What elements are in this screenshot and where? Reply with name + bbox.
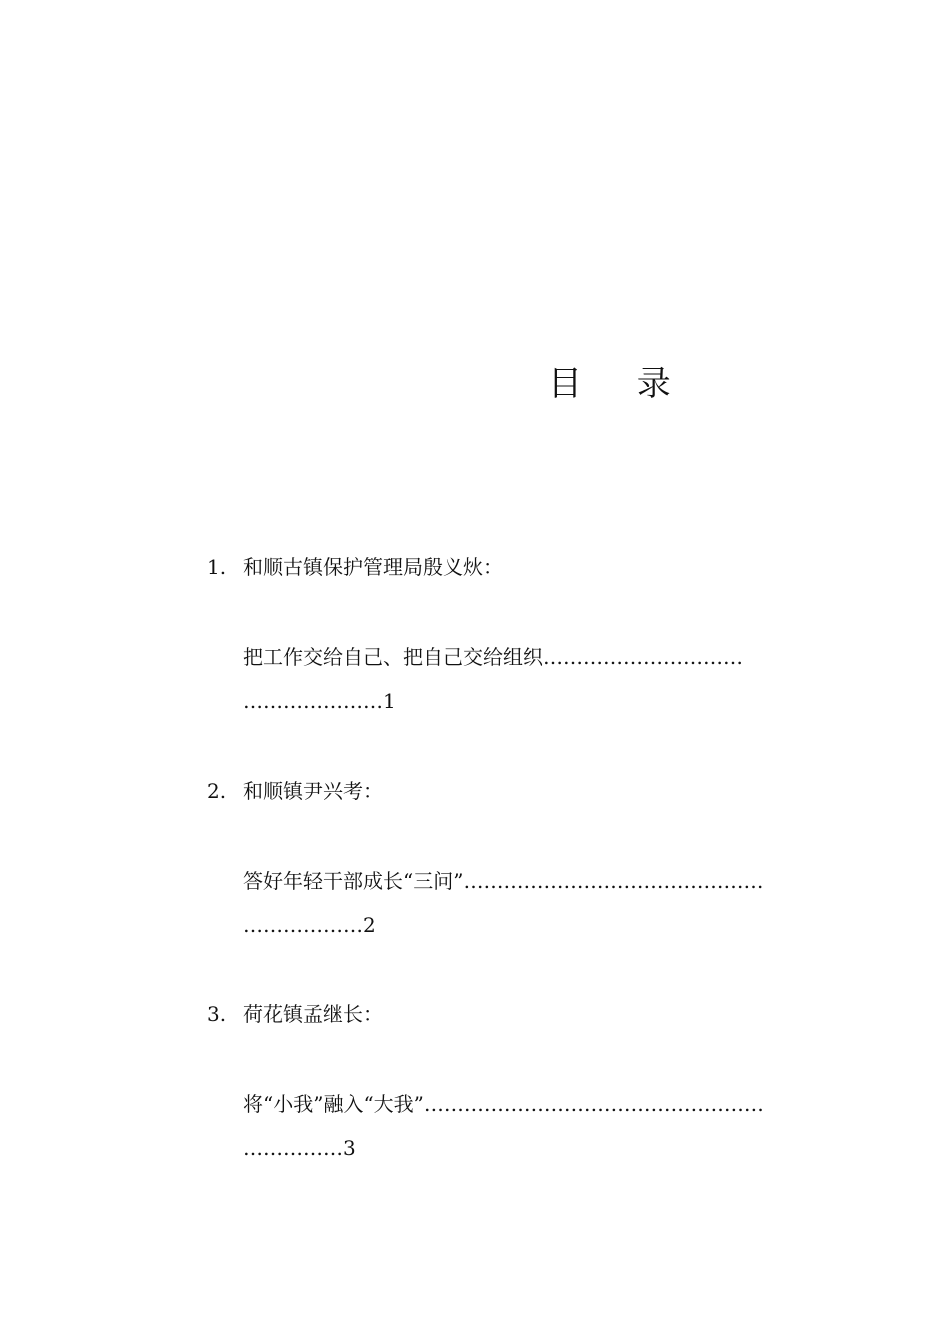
toc-entry-3-number: 3. bbox=[207, 1002, 227, 1026]
toc-title: 目 录 bbox=[548, 364, 693, 404]
toc-entry-2-page-line[interactable]: ………………2 bbox=[243, 913, 376, 937]
toc-entry-1-title-line[interactable]: 把工作交给自己、把自己交给组织………………………… bbox=[243, 645, 743, 669]
toc-entry-1-page-line[interactable]: …………………1 bbox=[243, 689, 396, 713]
toc-entry-1-number: 1. bbox=[207, 555, 227, 579]
toc-entry-3-author: 荷花镇孟继长： bbox=[243, 1002, 383, 1026]
toc-entry-1-author: 和顺古镇保护管理局殷义炏： bbox=[243, 555, 503, 579]
toc-entry-2-author: 和顺镇尹兴考： bbox=[243, 779, 383, 803]
toc-entry-3-page-line[interactable]: ……………3 bbox=[243, 1136, 356, 1160]
toc-entry-1-heading bbox=[207, 552, 503, 582]
toc-entry-2-heading bbox=[207, 776, 383, 806]
toc-entry-2-number: 2. bbox=[207, 779, 227, 803]
toc-entry-3-heading bbox=[207, 999, 383, 1029]
toc-entry-3-title-line[interactable]: 将“小我”融入“大我”…………………………………………… bbox=[243, 1092, 764, 1116]
toc-entry-2-title-line[interactable]: 答好年轻干部成长“三问”……………………………………… bbox=[243, 869, 764, 893]
